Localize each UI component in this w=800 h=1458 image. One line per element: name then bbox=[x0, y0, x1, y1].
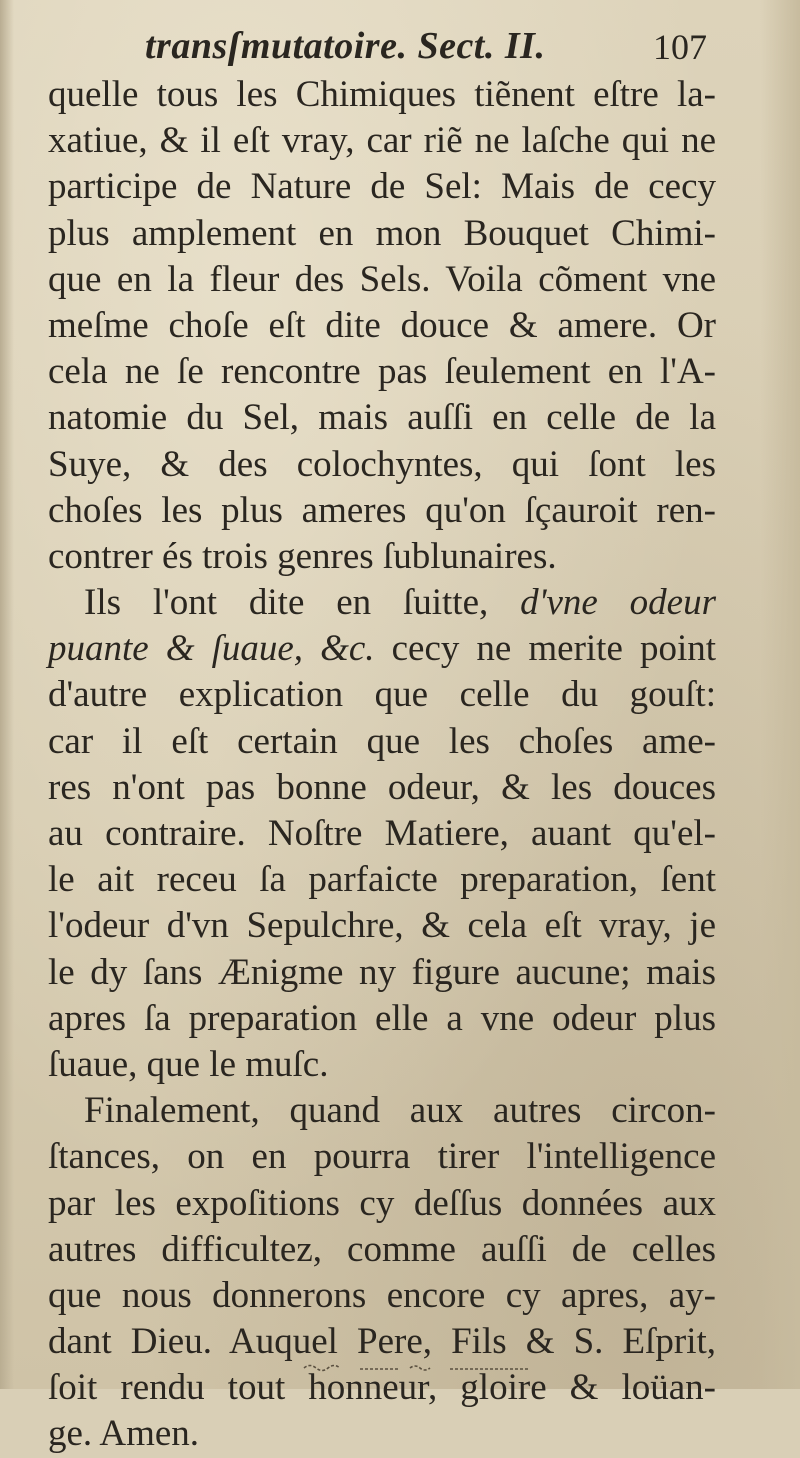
text-line: que nous donnerons encore cy apres, ay- bbox=[48, 1274, 716, 1316]
text-line: ſtances, on en pourra tirer l'intelligence bbox=[48, 1136, 716, 1178]
text-line: contrer és trois genres ſublunaires. bbox=[48, 535, 557, 577]
text-line: xatiue, & il eſt vray, car riẽ ne laſche qui ne bbox=[48, 120, 716, 162]
text-line: ſuaue, que le muſc. bbox=[48, 1043, 329, 1085]
text-line: par les expoſitions cy deſſus données aux bbox=[48, 1182, 716, 1224]
text-line: meſme choſe eſt dite douce & amere. Or bbox=[48, 304, 716, 346]
printer-ornament bbox=[300, 1360, 540, 1374]
page-header bbox=[145, 18, 725, 78]
text-line bbox=[48, 580, 716, 626]
italic-run: d'vne odeur bbox=[520, 582, 716, 624]
italic-run: puante & ſuaue, &c. bbox=[48, 628, 375, 670]
text-run: Ils l'ont dite en ſuitte, bbox=[84, 582, 521, 624]
text-line: apres ſa preparation elle a vne odeur plus bbox=[48, 997, 716, 1039]
text-line: res n'ont pas bonne odeur, & les douces bbox=[48, 766, 716, 808]
text-line: ſoit rendu tout honneur, gloire & loüan- bbox=[48, 1367, 716, 1409]
text-line bbox=[48, 626, 716, 672]
text-line: l'odeur d'vn Sepulchre, & cela eſt vray, je bbox=[48, 905, 716, 947]
text-line: que en la fleur des Sels. Voila cõment vne bbox=[48, 258, 716, 300]
page-number: 107 bbox=[653, 27, 707, 67]
text-line: le ait receu ſa parfaicte preparation, ſent bbox=[48, 859, 716, 901]
text-line: natomie du Sel, mais auſſi en celle de la bbox=[48, 397, 716, 439]
text-line: ge. Amen. bbox=[48, 1413, 200, 1455]
text-line: plus amplement en mon Bouquet Chimi- bbox=[48, 212, 716, 254]
text-line: cela ne ſe rencontre pas ſeulement en l'A- bbox=[48, 351, 716, 393]
text-line: Finalement, quand aux autres circon- bbox=[84, 1090, 716, 1132]
text-run: cecy ne merite point bbox=[374, 628, 716, 670]
text-line: quelle tous les Chimiques tiẽnent eſtre la- bbox=[48, 74, 716, 115]
text-line: autres difficultez, comme auſſi de celles bbox=[48, 1228, 716, 1270]
text-line: choſes les plus ameres qu'on ſçauroit ren- bbox=[48, 489, 716, 531]
text-line: dant Dieu. Auquel Pere, Fils & S. Eſprit, bbox=[48, 1321, 716, 1363]
running-head: transſmutatoire. Sect. II. bbox=[145, 25, 546, 67]
text-line: d'autre explication que celle du gouſt: bbox=[48, 674, 716, 716]
text-line: au contraire. Noſtre Matiere, auant qu'el- bbox=[48, 813, 716, 854]
text-line: le dy ſans Ænigme ny figure aucune; mais bbox=[48, 951, 716, 993]
text-line: car il eſt certain que les choſes ame- bbox=[48, 720, 716, 762]
page-gutter-shadow bbox=[0, 0, 14, 1389]
body-text bbox=[48, 72, 716, 1458]
text-line: participe de Nature de Sel: Mais de cecy bbox=[48, 166, 716, 208]
text-line: Suye, & des colochyntes, qui ſont les bbox=[48, 443, 716, 485]
page-edge-shadow bbox=[760, 0, 800, 1389]
